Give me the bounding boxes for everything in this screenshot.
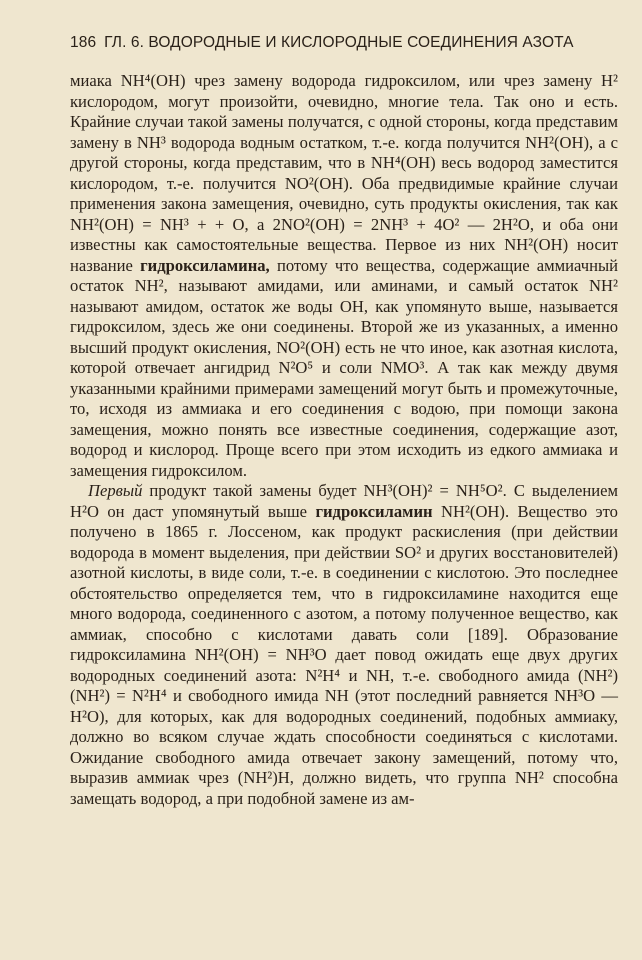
page-number: 186 — [70, 34, 97, 51]
body-text — [70, 71, 618, 809]
paragraph-2 — [70, 481, 618, 809]
term-hydroxylamine: гидроксиламина, — [140, 255, 270, 275]
paragraph-1 — [70, 71, 618, 481]
text-run: NH²(OH). Вещество это получено в 1865 г. Лоссеном, как продукт раскисления (при действии водорода в момент выделения, при действии SO² и других восстановителей) азотной кислоты, в виде соли, т.-е. в соединении с кислотою. Это последнее обстоятельство определяется тем, что в гидроксиламине находится еще много водорода, соединенного с азотом, а потому полученное вещество, как аммиак, способно с кислотами давать соли [189]. Образование гидроксиламина NH²(OH) = NH³O дает повод ожидать еще двух других водородных соединений азота: N²H⁴ и NH, т.-е. свободного амида (NH²)(NH²) = N²H⁴ и свободного имида NH (этот последний равняется NH³O — H²O), для которых, как для водородных соединений, подобных аммиаку, должно во всяком случае ждать способности соединяться с кислотами. Ожидание свободного амида отвечает закону замещений, потому что, выразив аммиак чрез (NH²)H, должно видеть, что группа NH² способна замещать водород, а при подобной замене из ам- — [70, 501, 618, 808]
text-run: миака NH⁴(OH) чрез замену водорода гидроксилом, или чрез замену H² кислородом, могут произойти, очевидно, многие тела. Так оно и есть. Крайние случаи такой замены получатся, с одной стороны, когда представим замену в NH³ водорода водным остатком, т.-е. когда получится NH²(OH), а с другой стороны, когда представим, что в NH⁴(OH) весь водород заместится кислородом, т.-е. получится NO²(OH). Оба предвидимые крайние случаи применения закона замещения, очевидно, суть продукты окисления, так как NH²(OH) = NH³ + + O, а 2NO²(OH) = 2NH³ + 4O² — 2H²O, и оба они известны как самостоятельные вещества. Первое из них NH²(OH) носит название — [70, 71, 618, 275]
text-run: потому что вещества, содержащие аммиачный остаток NH², называют амидами, или аминами, и самый остаток NH² называют амидом, остаток же воды OH, как упомянуто выше, называется гидроксилом, здесь же они соединены. Второй же из указанных, а именно высший продукт окисления, NO²(OH) есть не что иное, как азотная кислота, которой отвечает ангидрид N²O⁵ и соли NMO³. А так как между двумя указанными крайними примерами замещений могут быть и промежуточные, то, исходя из аммиака и его соединения с водою, при помощи закона замещения, можно понять все известные соединения, содержащие азот, водород и кислород. Проще всего при этом исходить из едкого аммиака и замещения гидроксилом. — [70, 255, 619, 480]
term-hydroxylamine: гидроксиламин — [315, 501, 433, 521]
chapter-title: ГЛ. 6. ВОДОРОДНЫЕ И КИСЛОРОДНЫЕ СОЕДИНЕНИЯ АЗОТА — [104, 34, 574, 51]
text-run: продукт такой замены будет NH³(OH)² = NH⁵O². С выделением H²O он даст упомянутый выше — [70, 481, 618, 521]
emphasis-first: Первый — [88, 481, 143, 500]
running-head — [70, 34, 618, 52]
